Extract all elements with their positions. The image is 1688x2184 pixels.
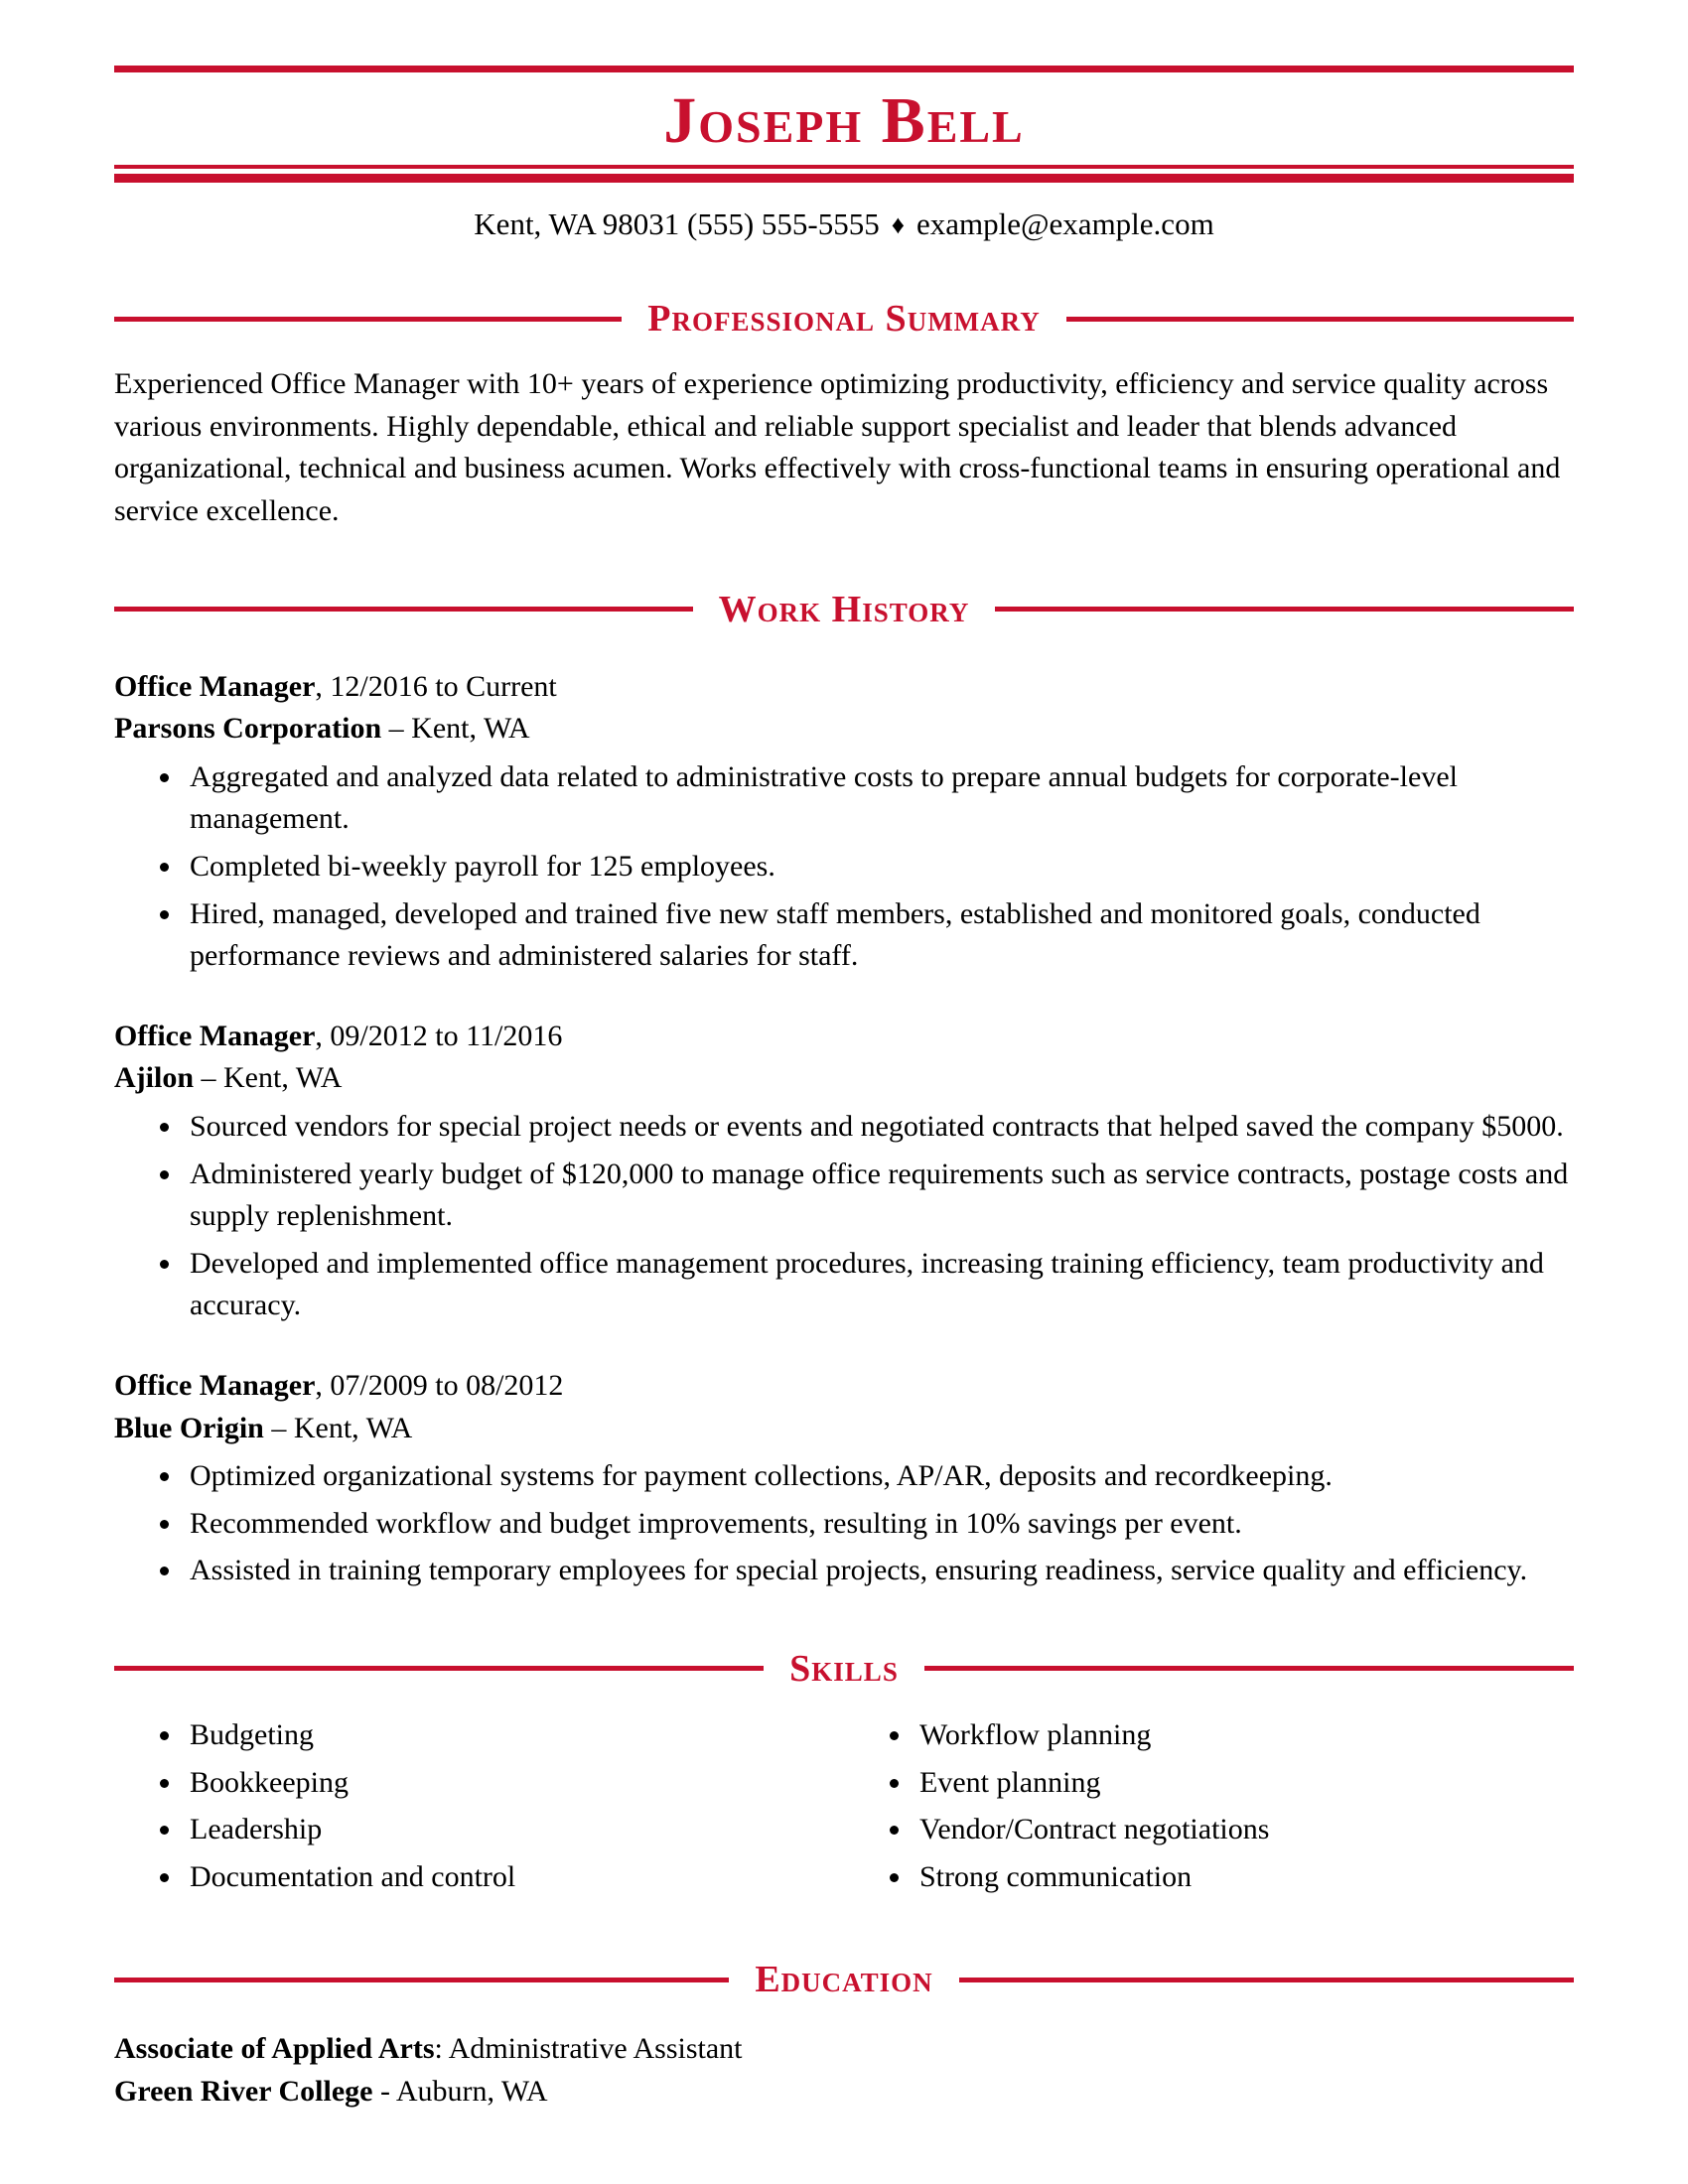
job-dates: , 07/2009 to 08/2012 [315,1368,564,1402]
summary-paragraph: Experienced Office Manager with 10+ years of experience optimizing productivity, efficiency and service quality across various environments. Highly dependable, ethical and reliable support specialist and leader that blends advanced organizational, technical and business acumen. Works effectively with cross-functional teams in ensuring operational and service excellence. [114,367,1561,528]
job-entry [114,1016,1574,1327]
skill-item: • Event planning [914,1762,1574,1805]
section-heading-work-history [114,588,1574,630]
education-section-title: Education [755,1959,933,2001]
diamond-separator-icon: ♦ [891,210,905,240]
skills-column-right [844,1709,1574,1903]
section-heading-summary [114,298,1574,341]
contact-line [114,206,1574,242]
job-title-line [114,1016,1574,1058]
job-title: Office Manager [114,1019,316,1052]
header-rule-thick [114,174,1574,183]
job-bullet: • Optimized organizational systems for payment collections, AP/AR, deposits and recordkeeping. [184,1455,1574,1498]
heading-rule-right [959,1978,1574,1982]
job-company-line [114,1408,1574,1450]
skill-item: • Leadership [184,1809,844,1851]
skills-section-title: Skills [789,1647,899,1690]
heading-rule-right [1066,317,1574,322]
job-bullet: • Recommended workflow and budget improvements, resulting in 10% savings per event. [184,1503,1574,1546]
job-entry [114,1365,1574,1592]
job-dates: , 09/2012 to 11/2016 [315,1019,563,1052]
section-heading-skills [114,1647,1574,1690]
job-company-line [114,708,1574,751]
education-degree-line [114,2028,1574,2071]
heading-rule-right [924,1666,1574,1671]
header-top-rule [114,66,1574,72]
job-title: Office Manager [114,669,316,703]
education-degree: Associate of Applied Arts [114,2032,435,2066]
job-bullet-list [114,1106,1574,1327]
skill-item: • Strong communication [914,1856,1574,1899]
job-location: – Kent, WA [194,1061,343,1095]
skills-columns [114,1709,1574,1903]
education-field: : Administrative Assistant [434,2032,743,2066]
job-bullet-list [114,756,1574,978]
work-history-section-title: Work History [718,588,970,630]
header-double-rule [114,165,1574,183]
job-location: – Kent, WA [263,1411,413,1444]
skill-item: • Workflow planning [914,1714,1574,1757]
skill-item: • Budgeting [184,1714,844,1757]
education-school-line [114,2071,1574,2114]
job-company: Ajilon [114,1061,195,1095]
education-entry [114,2028,1574,2113]
section-heading-education [114,1959,1574,2001]
candidate-name: Joseph Bell [663,84,1025,157]
job-bullet: • Developed and implemented office management procedures, increasing training efficiency, team productivity and accuracy. [184,1243,1574,1327]
job-title: Office Manager [114,1368,316,1402]
job-bullet-list [114,1455,1574,1592]
heading-rule-left [114,607,693,612]
job-company: Blue Origin [114,1411,264,1444]
job-bullet: • Sourced vendors for special project needs or events and negotiated contracts that helped saved the company $5000. [184,1106,1574,1149]
heading-rule-left [114,317,622,322]
job-location: – Kent, WA [381,712,530,746]
job-bullet: • Completed bi-weekly payroll for 125 employees. [184,846,1574,888]
heading-rule-left [114,1666,764,1671]
skill-item: • Documentation and control [184,1856,844,1899]
contact-location-phone: Kent, WA 98031 (555) 555-5555 [474,206,880,242]
job-entry [114,666,1574,978]
job-company-line [114,1057,1574,1100]
job-bullet: • Assisted in training temporary employees for special projects, ensuring readiness, service quality and efficiency. [184,1550,1574,1592]
skills-column-left [114,1709,844,1903]
skill-item: • Vendor/Contract negotiations [914,1809,1574,1851]
job-bullet: • Hired, managed, developed and trained five new staff members, established and monitored goals, conducted performance reviews and administered salaries for staff. [184,893,1574,978]
summary-section-title: Professional Summary [647,298,1041,341]
job-bullet: • Aggregated and analyzed data related to administrative costs to prepare annual budgets for corporate-level management. [184,756,1574,841]
job-company: Parsons Corporation [114,712,382,746]
contact-email: example@example.com [916,206,1214,242]
job-title-line [114,1365,1574,1408]
job-bullet: • Administered yearly budget of $120,000 to manage office requirements such as service contracts, postage costs and supply replenishment. [184,1154,1574,1238]
job-title-line [114,666,1574,709]
heading-rule-right [995,607,1574,612]
education-school: Green River College [114,2074,373,2108]
header-rule-thin [114,165,1574,169]
skill-item: • Bookkeeping [184,1762,844,1805]
heading-rule-left [114,1978,729,1982]
education-school-location: - Auburn, WA [372,2074,548,2108]
job-dates: , 12/2016 to Current [315,669,557,703]
